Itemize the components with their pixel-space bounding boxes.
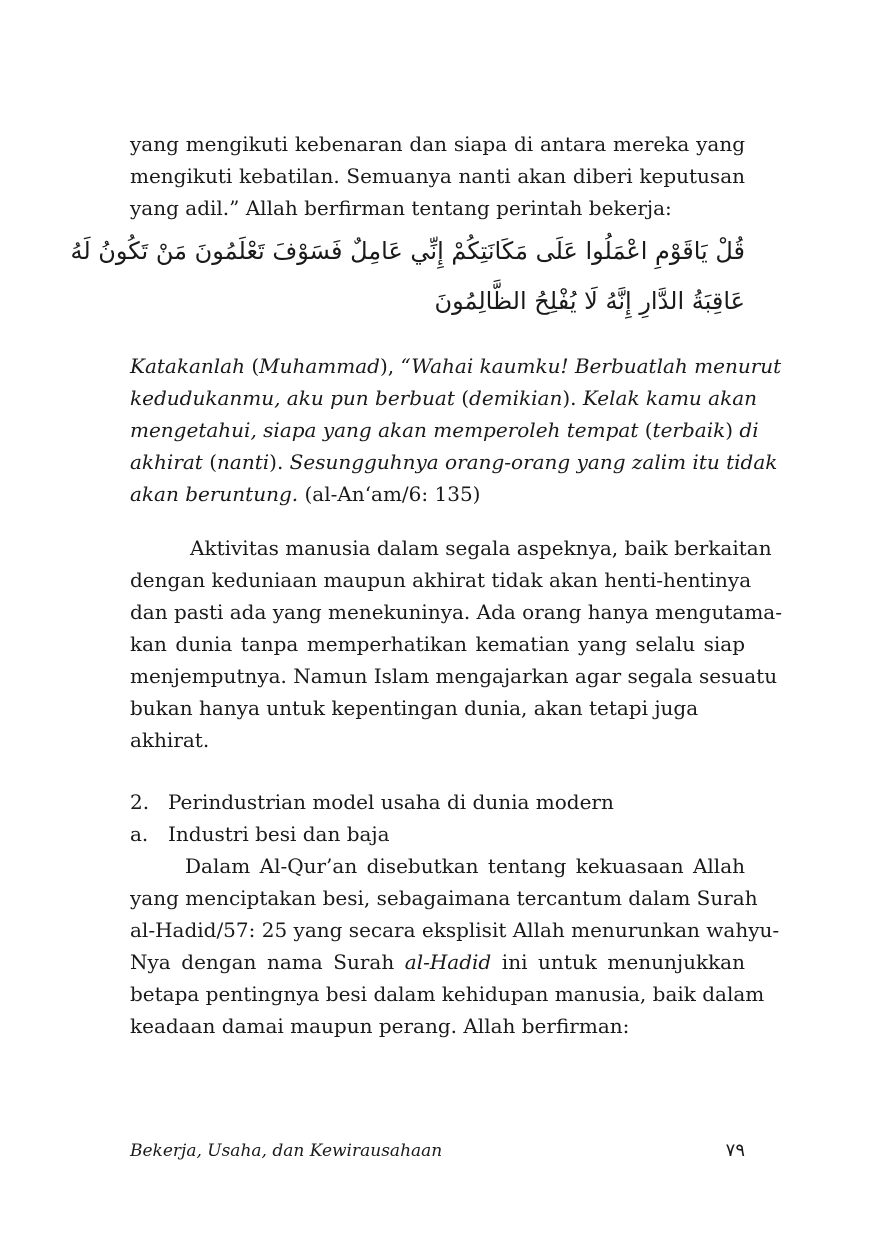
bracket: ( (644, 418, 653, 442)
text-line: al-Hadid/57: 25 yang secara eksplisit Allah menurunkan wahyu- (130, 918, 780, 942)
translation-line (130, 414, 759, 446)
page-body (70, 128, 782, 1042)
bracket: ( (209, 450, 218, 474)
text-line: menjemputnya. Namun Islam mengajarkan agar segala sesuatu (130, 664, 778, 688)
intro-paragraph (130, 128, 745, 224)
bracket: ) (725, 418, 734, 442)
body-paragraph-2 (130, 850, 780, 1042)
text-line: yang menciptakan besi, sebagaimana tercantum dalam Surah (130, 886, 758, 910)
section-heading-block (130, 786, 745, 850)
text-line: dengan keduniaan maupun akhirat tidak akan henti-hentinya (130, 568, 752, 592)
running-footer-title: Bekerja, Usaha, dan Kewirausahaan (130, 1141, 443, 1161)
text-line: Dalam Al-Qur’an disebutkan tentang kekuasaan Allah (185, 854, 745, 878)
body-paragraph-1 (130, 532, 782, 756)
translation-text: demikian (469, 386, 563, 410)
text-line: mengikuti kebatilan. Semuanya nanti akan diberi keputusan (130, 164, 745, 188)
translation-line (130, 446, 778, 478)
translation-text: mengetahui, siapa yang akan memperoleh tempat (130, 418, 645, 442)
translation-line (130, 382, 758, 414)
arabic-verse (70, 226, 745, 326)
translation-text: akhirat (130, 450, 210, 474)
translation-text: terbaik (652, 418, 726, 442)
subsection-marker: a. (130, 822, 149, 846)
text-line: betapa pentingnya besi dalam kehidupan manusia, baik dalam (130, 982, 765, 1006)
section-title: Perindustrian model usaha di dunia modern (168, 790, 614, 814)
translation-text: nanti (217, 450, 270, 474)
text-line: yang mengikuti kebenaran dan siapa di antara mereka yang (130, 132, 745, 156)
text-segment: ini untuk menunjukkan (491, 950, 745, 974)
text-line: bukan hanya untuk kepentingan dunia, akan tetapi juga akhirat. (130, 696, 699, 752)
text-line: keadaan damai maupun perang. Allah berfirman: (130, 1014, 630, 1038)
translation-text: “Wahai kaumku! Berbuatlah menurut (400, 354, 782, 378)
arabic-line: قُلْ يَاقَوْمِ اعْمَلُوا عَلَى مَكَانَتِكُمْ إِنِّي عَامِلٌ فَسَوْفَ تَعْلَمُونَ مَنْ تَكُونُ لَهُ (70, 237, 745, 265)
translation-line (130, 350, 782, 382)
bracket: ). (562, 386, 577, 410)
translation-text: Sesungguhnya orang-orang yang zalim itu tidak (283, 450, 778, 474)
page-footer (130, 1140, 745, 1161)
text-segment: Nya dengan nama Surah (130, 950, 405, 974)
bracket: ( (251, 354, 260, 378)
bracket: ( (461, 386, 470, 410)
translation-text: Kelak kamu akan (576, 386, 758, 410)
bracket: ), (379, 354, 401, 378)
surah-name: al-Hadid (404, 950, 492, 974)
subsection-title: Industri besi dan baja (168, 822, 390, 846)
translation-line (130, 478, 745, 510)
text-line: yang adil.” Allah berfirman tentang perintah bekerja: (130, 196, 672, 220)
verse-reference: (al-An‘am/6: 135) (298, 482, 481, 506)
bracket: ). (269, 450, 284, 474)
translation-text: di (733, 418, 759, 442)
verse-translation (130, 350, 782, 510)
translation-text: akan beruntung. (130, 482, 299, 506)
section-heading (130, 786, 745, 818)
page-number: ٧٩ (725, 1140, 745, 1161)
text-line: kan dunia tanpa memperhatikan kematian yang selalu siap (130, 632, 745, 656)
subsection-heading (130, 818, 745, 850)
translation-text: Katakanlah (130, 354, 252, 378)
text-line (130, 946, 745, 978)
translation-text: kedudukanmu, aku pun berbuat (130, 386, 462, 410)
translation-text: Muhammad (259, 354, 380, 378)
section-number: 2. (130, 790, 150, 814)
text-line: Aktivitas manusia dalam segala aspeknya, baik berkaitan (190, 536, 772, 560)
arabic-line: عَاقِبَةُ الدَّارِ إِنَّهُ لَا يُفْلِحُ الظَّالِمُونَ (434, 287, 745, 315)
text-line: dan pasti ada yang menekuninya. Ada orang hanya mengutama- (130, 600, 782, 624)
